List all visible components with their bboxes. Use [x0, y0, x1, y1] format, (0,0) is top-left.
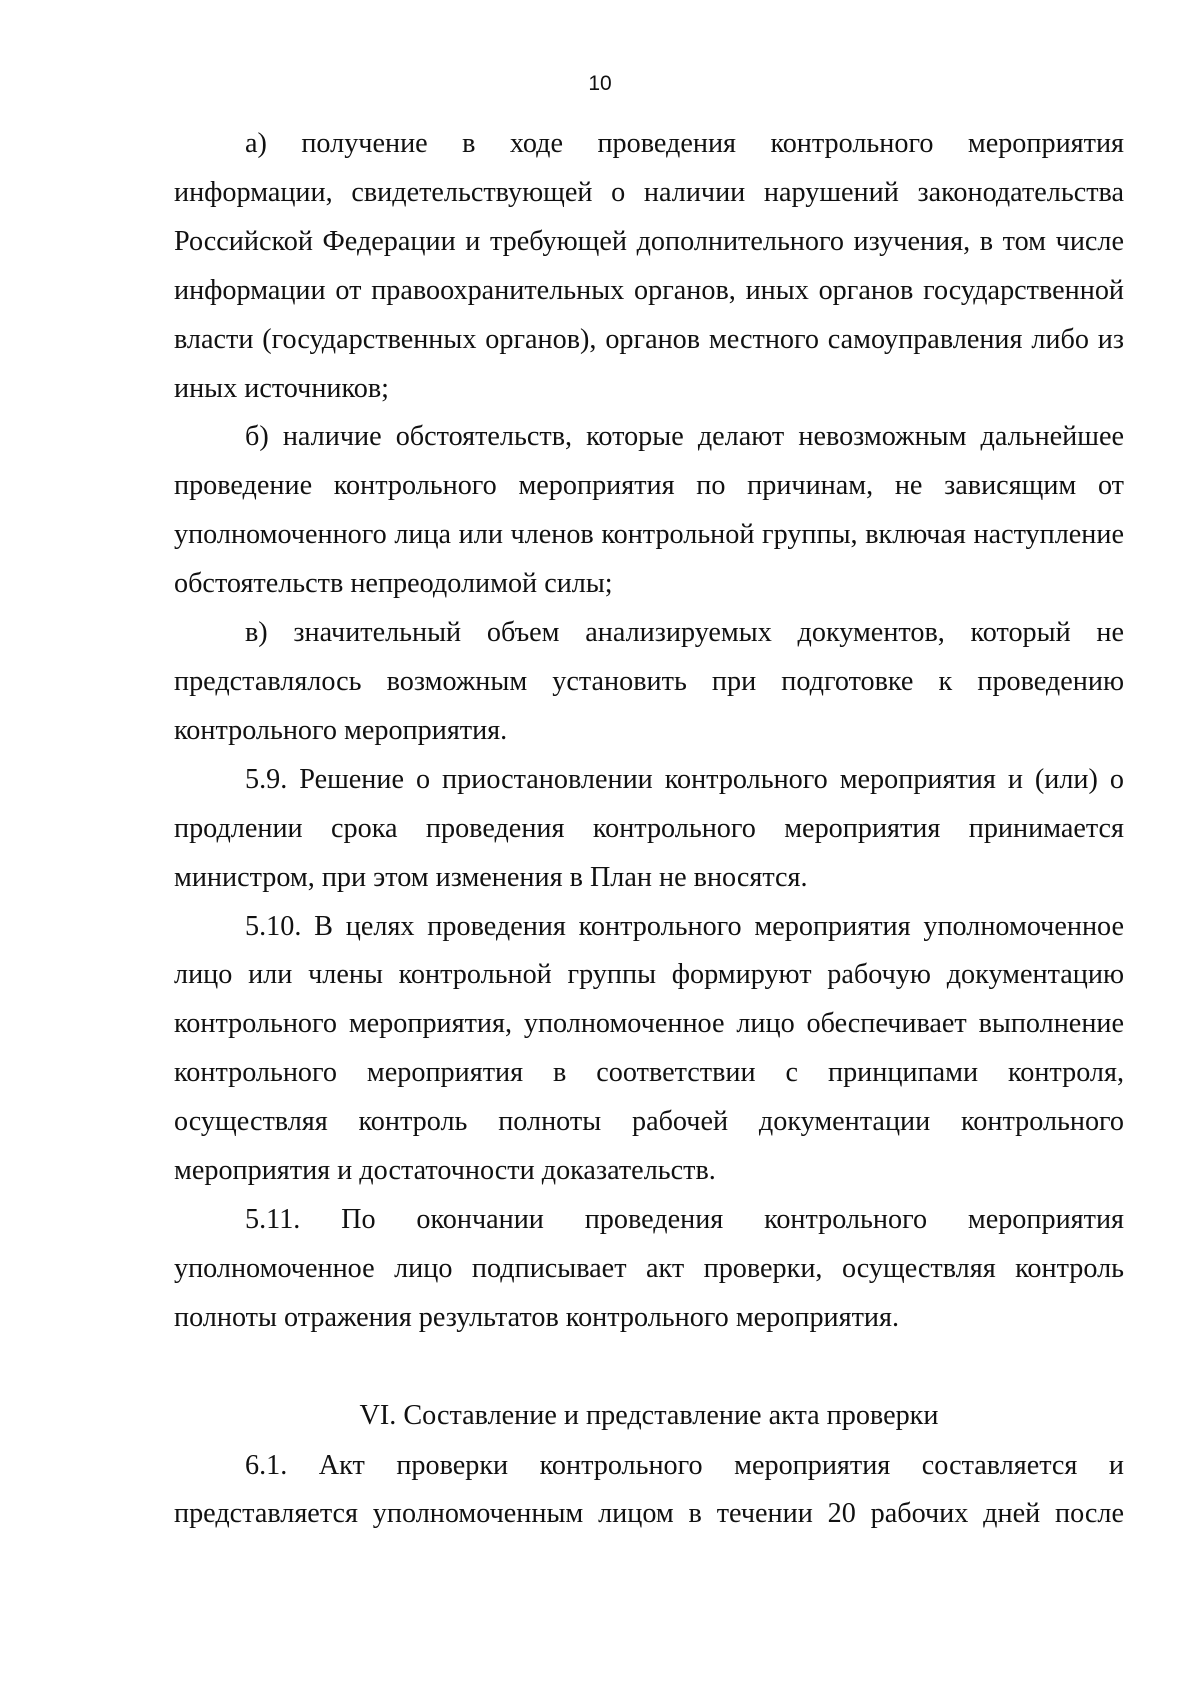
paragraph-5-10: 5.10. В целях проведения контрольного мероприятия уполномоченное лицо или члены контрольной группы формируют рабочую документацию контрольного мероприятия, уполномоченное лицо обеспечивает выполнение контрольного мероприятия в соответствии с принципами контроля, осуществляя контроль полноты рабочей документации контрольного мероприятия и достаточности доказательств.	[174, 910, 1124, 1187]
paragraph-a: а) получение в ходе проведения контрольного мероприятия информации, свидетельствующей о наличии нарушений законодательства Российской Федерации и требующей дополнительного изучения, в том числе информации от правоохранительных органов, иных органов государственной власти (государственных органов), органов местного самоуправления либо из иных источников;	[174, 128, 1124, 404]
paragraph-6-1: 6.1. Акт проверки контрольного мероприятия составляется и представляется уполномоченным лицом в течении 20 рабочих дней после	[174, 1449, 1124, 1530]
document-body	[174, 120, 1124, 1539]
paragraph-5-9: 5.9. Решение о приостановлении контрольного мероприятия и (или) о продлении срока проведения контрольного мероприятия принимается министром, при этом изменения в План не вносятся.	[174, 763, 1124, 893]
paragraph-v: в) значительный объем анализируемых документов, который не представлялось возможным установить при подготовке к проведению контрольного мероприятия.	[174, 617, 1124, 746]
paragraph-b: б) наличие обстоятельств, которые делают невозможным дальнейшее проведение контрольного мероприятия по причинам, не зависящим от уполномоченного лица или членов контрольной группы, включая наступление обстоятельств непреодолимой силы;	[174, 421, 1124, 600]
section-heading: VI. Составление и представление акта проверки	[359, 1399, 939, 1431]
page-number: 10	[588, 72, 612, 95]
paragraph-5-11: 5.11. По окончании проведения контрольного мероприятия уполномоченное лицо подписывает акт проверки, осуществляя контроль полноты отражения результатов контрольного мероприятия.	[174, 1203, 1124, 1333]
